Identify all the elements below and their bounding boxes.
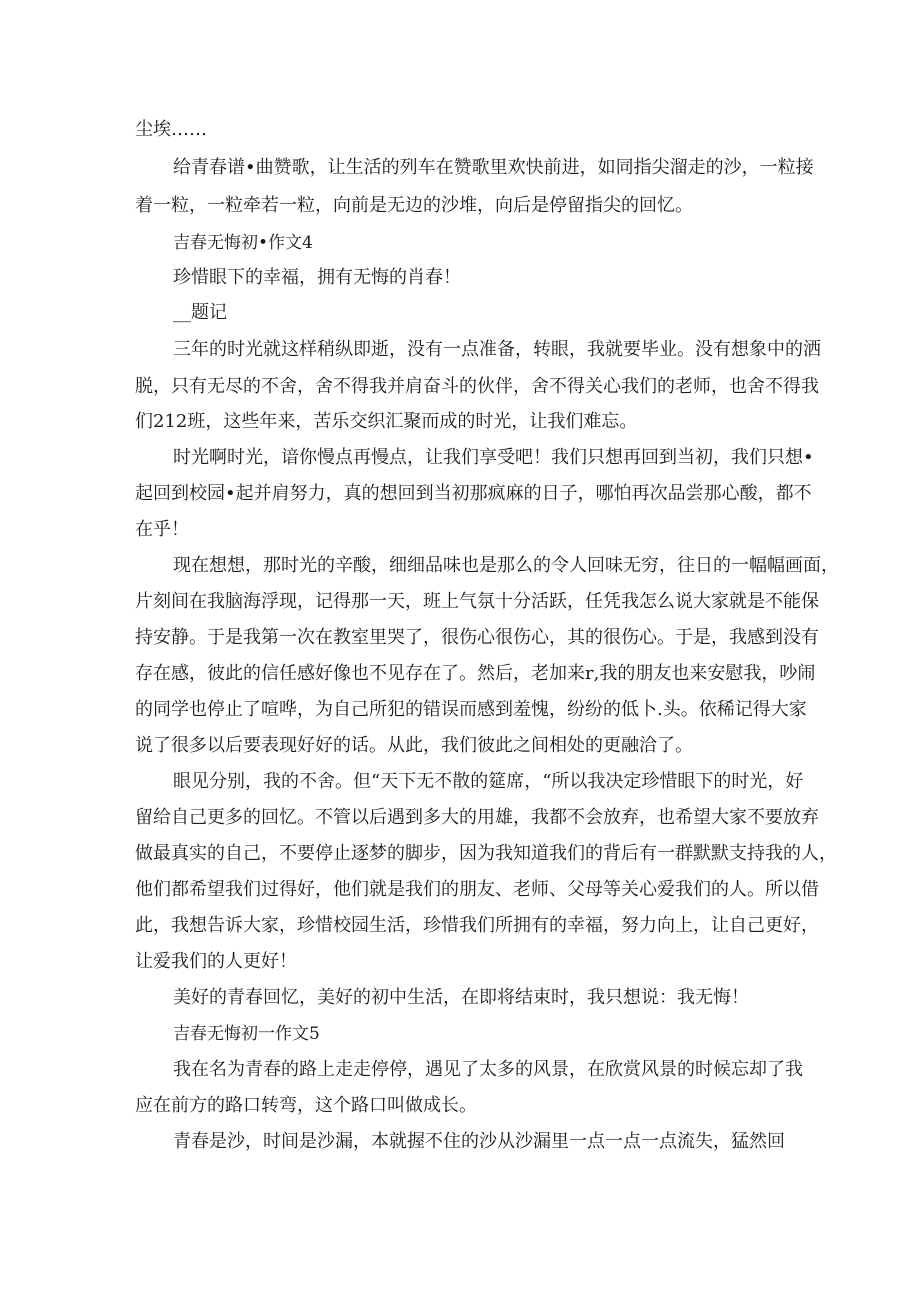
text-line: 应在前方的路口转弯，这个路口叫做成长。 [135, 1095, 477, 1116]
text-line: 片 刻 间 在 我 脑 海 浮 现 ， 记 得 那 一 天 ， 班 上 气 氛 十 分 活 跃 ， 任 凭 我 怎 么 说 大 家 就 是 不 能 保 [135, 591, 819, 612]
text-line: 珍惜眼下的幸福，拥有无悔的肖春！ [173, 267, 461, 288]
text-line: 在乎！ [135, 519, 189, 540]
text-line: 起 回 到 校 园 • 起 并 肩 努 力 ， 真 的 想 回 到 当 初 那 疯 麻 的 日 子 ， 哪 怕 再 次 品 尝 那 心 酸 ， 都 不 [135, 483, 812, 504]
text-line: 时 光 啊 时 光 ， 谙 你 慢 点 再 慢 点 ， 让 我 们 享 受 吧 ！ 我 们 只 想 再 回 到 当 初 ， 我 们 只 想 • [173, 447, 814, 468]
text-line: 他 们 都 希 望 我 们 过 得 好 ， 他 们 就 是 我 们 的 朋 友 、 老 师 、 父 母 等 关 心 爱 我 们 的 人 。 所 以 借 [135, 879, 819, 900]
text-line: 存 在 感 ， 彼 此 的 信 任 感 好 像 也 不 见 存 在 了 。 然 后 ， 老 加 来 r , 我 的 朋 友 也 来 安 慰 我 ， 吵 闹 [135, 663, 816, 684]
text-line: 三 年 的 时 光 就 这 样 稍 纵 即 逝 ， 没 有 一 点 准 备 ， 转 眼 ， 我 就 要 毕 业 。 没 有 想 象 中 的 洒 [173, 339, 821, 360]
text-line: 着一粒，一粒牵若一粒，向前是无边的沙堆，向后是停留指尖的回忆。 [135, 195, 693, 216]
text-line: 说了很多以后要表现好好的话。从此，我们彼此之间相处的更融洽了。 [135, 735, 693, 756]
text-line: 美好的青春回忆，美好的初中生活，在即将结束时，我只想说：我无悔！ [173, 987, 749, 1008]
text-line: 做 最 真 实 的 自 己 ， 不 要 停 止 逐 梦 的 脚 步 ， 因 为 我 知 道 我 们 的 背 后 有 一 群 默 默 支 持 我 的 人 ， [135, 843, 837, 864]
section-heading: 吉春无悔初•作文4 [173, 233, 313, 253]
text-line: 留 给 自 己 更 多 的 回 忆 。 不 管 以 后 遇 到 多 大 的 用 雄 ， 我 都 不 会 放 弃 ， 也 希 望 大 家 不 要 放 弃 [135, 807, 819, 828]
text-line: 们212班，这些年来，苦乐交织汇聚而成的时光，让我们难忘。 [135, 411, 638, 432]
text-line: 脱 ， 只 有 无 尽 的 不 舍 ， 舍 不 得 我 并 肩 奋 斗 的 伙 伴 ， 舍 不 得 关 心 我 们 的 老 师 ， 也 舍 不 得 我 [135, 376, 819, 397]
text-line: 现 在 想 想 ， 那 时 光 的 辛 酸 ， 细 细 品 味 也 是 那 么 的 令 人 回 味 无 穷 ， 往 日 的 一 幅 幅 画 面 ， [173, 555, 839, 576]
text-line: 青 春 是 沙 ， 时 间 是 沙 漏 ， 本 就 握 不 住 的 沙 从 沙 漏 里 一 点 一 点 一 点 流 失 ， 猛 然 回 [173, 1131, 785, 1152]
text-line: 此 ， 我 想 告 诉 大 家 ， 珍 惜 校 园 生 活 ， 珍 惜 我 们 所 拥 有 的 幸 福 ， 努 力 向 上 ， 让 自 己 更 好 ， [135, 915, 819, 936]
text-line: 持 安 静 。 于 是 我 第 一 次 在 教 室 里 哭 了 ， 很 伤 心 很 伤 心 ， 其 的 很 伤 心 。 于 是 ， 我 感 到 没 有 [135, 627, 819, 648]
text-line: 让爱我们的人更好！ [135, 951, 297, 972]
text-line: 尘埃…… [135, 119, 207, 140]
section-heading: 吉春无悔初一作文5 [173, 1024, 320, 1044]
text-line: 我 在 名 为 青 春 的 路 上 走 走 停 停 ， 遇 见 了 太 多 的 风 景 ， 在 欣 赏 风 景 的 时 候 忘 却 了 我 [173, 1059, 803, 1080]
text-line: __题记 [173, 302, 227, 323]
text-line: 眼 见 分 别 ， 我 的 不 舍 。 但 “ 天 下 无 不 散 的 筵 席 ， “ 所 以 我 决 定 珍 惜 眼 下 的 时 光 ， 好 [173, 771, 804, 792]
text-line: 的 同 学 也 停 止 了 喧 哗 ， 为 自 己 所 犯 的 错 误 而 感 到 羞 愧 ， 纷 纷 的 低 卜 . 头 。 依 稀 记 得 大 家 [135, 699, 807, 720]
text-line: 给 青 春 谱 • 曲 赞 歌 ， 让 生 活 的 列 车 在 赞 歌 里 欢 快 前 进 ， 如 同 指 尖 溜 走 的 沙 ， 一 粒 接 [173, 157, 814, 178]
